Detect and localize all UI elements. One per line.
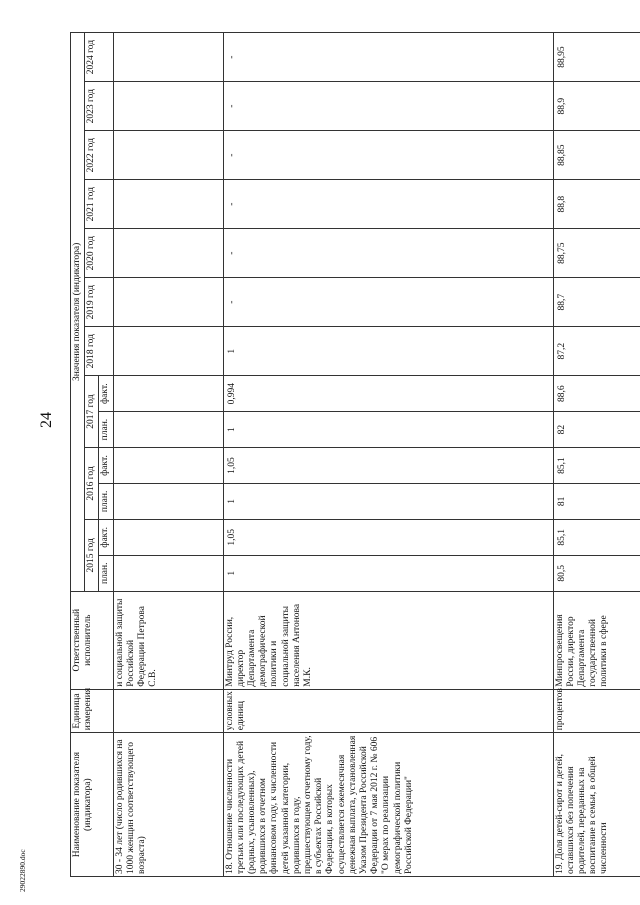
table-row	[223, 33, 553, 877]
header-2015: 2015 год	[85, 519, 99, 591]
value-cell: 1	[223, 555, 553, 591]
responsible-cell: и социальной защиты Российской Федерации Петрова С.В.	[113, 591, 223, 689]
value-cell: 82	[553, 412, 640, 448]
value-cell: 81	[553, 483, 640, 519]
value-cell: 88,85	[553, 131, 640, 180]
value-cell	[113, 327, 223, 376]
value-cell	[113, 483, 223, 519]
unit-cell: процентов	[553, 689, 640, 733]
table-rotated-container	[70, 32, 615, 877]
value-cell: -	[223, 33, 553, 82]
value-cell: 88,75	[553, 229, 640, 278]
indicators-table	[70, 32, 640, 877]
value-cell: -	[223, 229, 553, 278]
value-cell: -	[223, 131, 553, 180]
header-2018: 2018 год	[85, 327, 113, 376]
header-name: Наименование показателя (индикатора)	[71, 733, 114, 877]
value-cell: 88,95	[553, 33, 640, 82]
footer-filename: 29022890.doc	[18, 849, 27, 892]
value-cell	[113, 555, 223, 591]
page-number: 24	[38, 412, 55, 428]
header-fact: факт.	[99, 376, 113, 412]
value-cell: 1,05	[223, 519, 553, 555]
value-cell	[113, 180, 223, 229]
value-cell: 88,9	[553, 82, 640, 131]
value-cell	[113, 412, 223, 448]
header-plan: план.	[99, 412, 113, 448]
header-2017: 2017 год	[85, 376, 99, 448]
value-cell	[113, 33, 223, 82]
value-cell	[113, 278, 223, 327]
header-2020: 2020 год	[85, 229, 113, 278]
value-cell	[113, 131, 223, 180]
value-cell: 87,2	[553, 327, 640, 376]
header-values-group: Значения показателя (индикатора)	[71, 33, 85, 592]
value-cell: 85,1	[553, 448, 640, 484]
header-2016: 2016 год	[85, 448, 99, 520]
value-cell: 0,994	[223, 376, 553, 412]
header-fact: факт.	[99, 448, 113, 484]
table-row	[553, 33, 640, 877]
header-2023: 2023 год	[85, 82, 113, 131]
header-2019: 2019 год	[85, 278, 113, 327]
header-plan: план.	[99, 483, 113, 519]
value-cell: -	[223, 82, 553, 131]
header-unit: Единица измерения	[71, 689, 114, 733]
unit-cell: условных единиц	[223, 689, 553, 733]
header-plan: план.	[99, 555, 113, 591]
value-cell	[113, 519, 223, 555]
value-cell: -	[223, 278, 553, 327]
value-cell: 88,8	[553, 180, 640, 229]
value-cell: 1	[223, 412, 553, 448]
value-cell: 1,05	[223, 448, 553, 484]
value-cell: 1	[223, 327, 553, 376]
header-2022: 2022 год	[85, 131, 113, 180]
value-cell: 88,6	[553, 376, 640, 412]
responsible-cell: Минтруд России, директор Департамента демографической политики и социальной защиты населения Антонова М.К.	[223, 591, 553, 689]
value-cell	[113, 82, 223, 131]
value-cell	[113, 376, 223, 412]
value-cell: 85,1	[553, 519, 640, 555]
value-cell: 1	[223, 483, 553, 519]
header-2024: 2024 год	[85, 33, 113, 82]
header-fact: факт.	[99, 519, 113, 555]
responsible-cell: Минпросвещения России, директор Департамента государственной политики в сфере	[553, 591, 640, 689]
table-row	[113, 33, 223, 877]
header-2021: 2021 год	[85, 180, 113, 229]
value-cell	[113, 448, 223, 484]
indicator-name-cell: 30 - 34 лет (число родившихся на 1000 женщин соответствующего возраста)	[113, 733, 223, 877]
value-cell: -	[223, 180, 553, 229]
value-cell: 88,7	[553, 278, 640, 327]
unit-cell	[113, 689, 223, 733]
value-cell: 80,5	[553, 555, 640, 591]
indicator-name-cell: 19. Доля детей-сирот и детей, оставшихся без попечения родителей, переданных на воспитание в семьи, в общей численности	[553, 733, 640, 877]
indicator-name-cell: 18. Отношение численности третьих или последующих детей (родных, усыновленных), родившихся в отчетном финансовом году, к численности детей указанной категории, родившихся в году, предшествующем отчетному году, в субъектах Российской Федерации, в которых осуществляется ежемесячная денежная выплата, установленная Указом Президента Российской Федерации от 7 мая 2012 г. № 606 "О мерах по реализации демографической политики Российской Федерации"	[223, 733, 553, 877]
value-cell	[113, 229, 223, 278]
header-responsible: Ответственный исполнитель	[71, 591, 114, 689]
